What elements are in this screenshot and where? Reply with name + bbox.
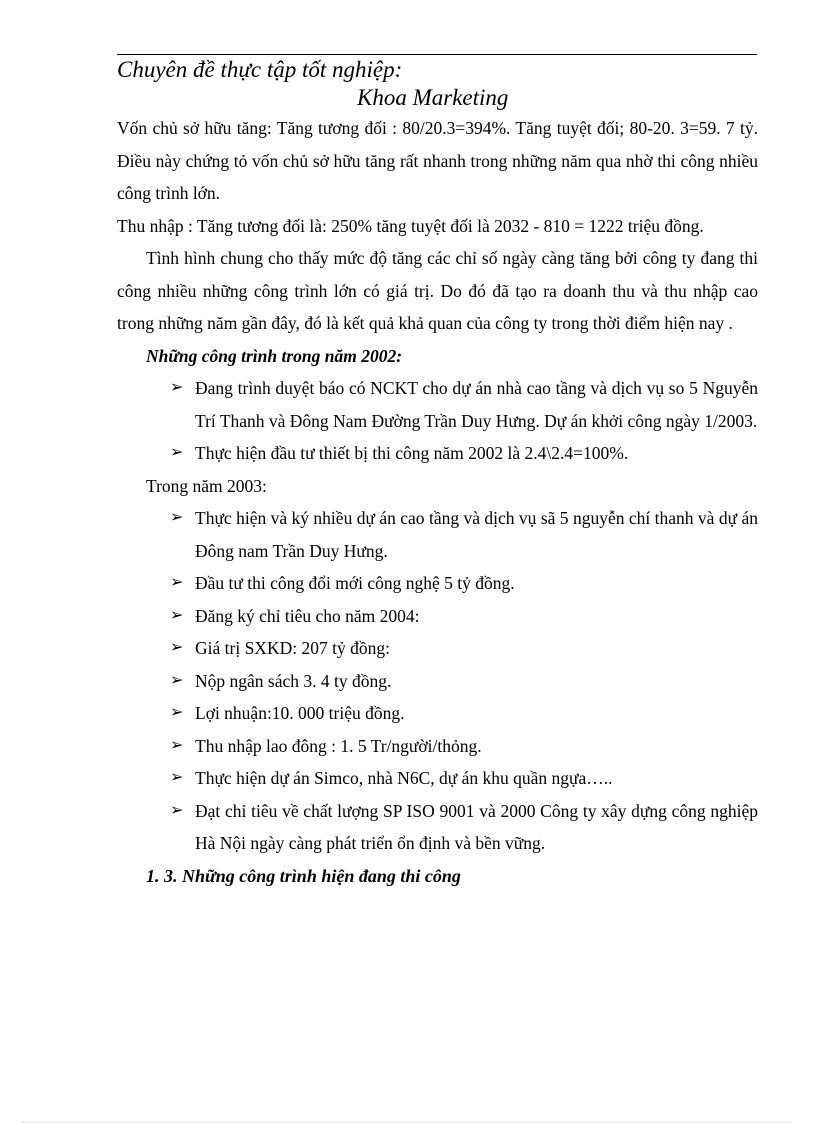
list-item: ➢ Thực hiện đầu tư thiết bị thi công năm 2002 là 2.4\2.4=100%. bbox=[117, 437, 758, 470]
heading-2003: Trong năm 2003: bbox=[146, 475, 267, 496]
paragraph-income: Thu nhập : Tăng tương đối là: 250% tăng tuyệt đối là 2032 - 810 = 1222 triệu đồng. bbox=[117, 215, 704, 236]
header-title: Chuyên đề thực tập tốt nghiệp: bbox=[117, 57, 403, 82]
paragraph-equity: Vốn chủ sở hữu tăng: Tăng tương đối : 80/20.3=394%. Tăng tuyệt đối; 80-20. 3=59. 7 tỷ. Điều này chứng tỏ vốn chủ sở hữu tăng rất nhanh trong những năm qua nhờ thi công nhiều công trình lớn. bbox=[117, 118, 758, 203]
arrow-bullet-icon: ➢ bbox=[170, 509, 184, 526]
list-item: ➢ Lợi nhuận:10. 000 triệu đồng. bbox=[117, 697, 758, 730]
document-body bbox=[117, 112, 758, 892]
arrow-bullet-icon: ➢ bbox=[170, 606, 184, 624]
list-item: ➢ Thực hiện dự án Simco, nhà N6C, dự án khu quần ngựa….. bbox=[117, 762, 758, 795]
header-department: Khoa Marketing bbox=[357, 85, 509, 110]
arrow-bullet-icon: ➢ bbox=[170, 704, 184, 721]
arrow-bullet-icon: ➢ bbox=[170, 444, 184, 461]
heading-2002: Những công trình trong năm 2002: bbox=[146, 345, 403, 366]
header-rule bbox=[117, 54, 757, 55]
subsection-heading: 1. 3. Những công trình hiện đang thi công bbox=[146, 865, 461, 886]
list-item: ➢ Thu nhập lao đông : 1. 5 Tr/người/thỏng. bbox=[117, 730, 758, 763]
arrow-bullet-icon: ➢ bbox=[170, 769, 184, 786]
arrow-bullet-icon: ➢ bbox=[170, 639, 184, 656]
list-item: ➢ Đang trình duyệt báo có NCKT cho dự án nhà cao tầng và dịch vụ so 5 Nguyễn Trí Thanh và Đông Nam Đường Trần Duy Hưng. Dự án khởi công ngày 1/2003. bbox=[117, 372, 758, 437]
list-2002 bbox=[117, 372, 758, 470]
list-item: ➢ Thực hiện và ký nhiều dự án cao tầng và dịch vụ sã 5 nguyễn chí thanh và dự án Đông nam Trần Duy Hưng. bbox=[117, 502, 758, 567]
list-item: ➢ Nộp ngân sách 3. 4 ty đồng. bbox=[117, 665, 758, 698]
arrow-bullet-icon: ➢ bbox=[170, 574, 184, 591]
arrow-bullet-icon: ➢ bbox=[170, 671, 184, 689]
arrow-bullet-icon: ➢ bbox=[170, 801, 184, 819]
arrow-bullet-icon: ➢ bbox=[170, 379, 184, 396]
arrow-bullet-icon: ➢ bbox=[170, 736, 184, 754]
list-item: ➢ Đăng ký chỉ tiêu cho năm 2004: bbox=[117, 600, 758, 633]
list-item: ➢ Giá trị SXKD: 207 tỷ đồng: bbox=[117, 632, 758, 665]
list-item: ➢ Đạt chỉ tiêu về chất lượng SP ISO 9001 và 2000 Công ty xây dựng công nghiệp Hà Nội ngày càng phát triển ổn định và bền vững. bbox=[117, 795, 758, 860]
list-2003 bbox=[117, 502, 758, 860]
paragraph-overview: Tình hình chung cho thấy mức độ tăng các chỉ số ngày càng tăng bởi công ty đang thi công nhiều những công trình lớn có giá trị. Do đó đã tạo ra doanh thu và thu nhập cao trong những năm gần đây, đó là kết quả khả quan của công ty trong thời điểm hiện nay . bbox=[117, 248, 758, 333]
list-item: ➢ Đầu tư thi công đổi mới công nghệ 5 tỷ đồng. bbox=[117, 567, 758, 600]
